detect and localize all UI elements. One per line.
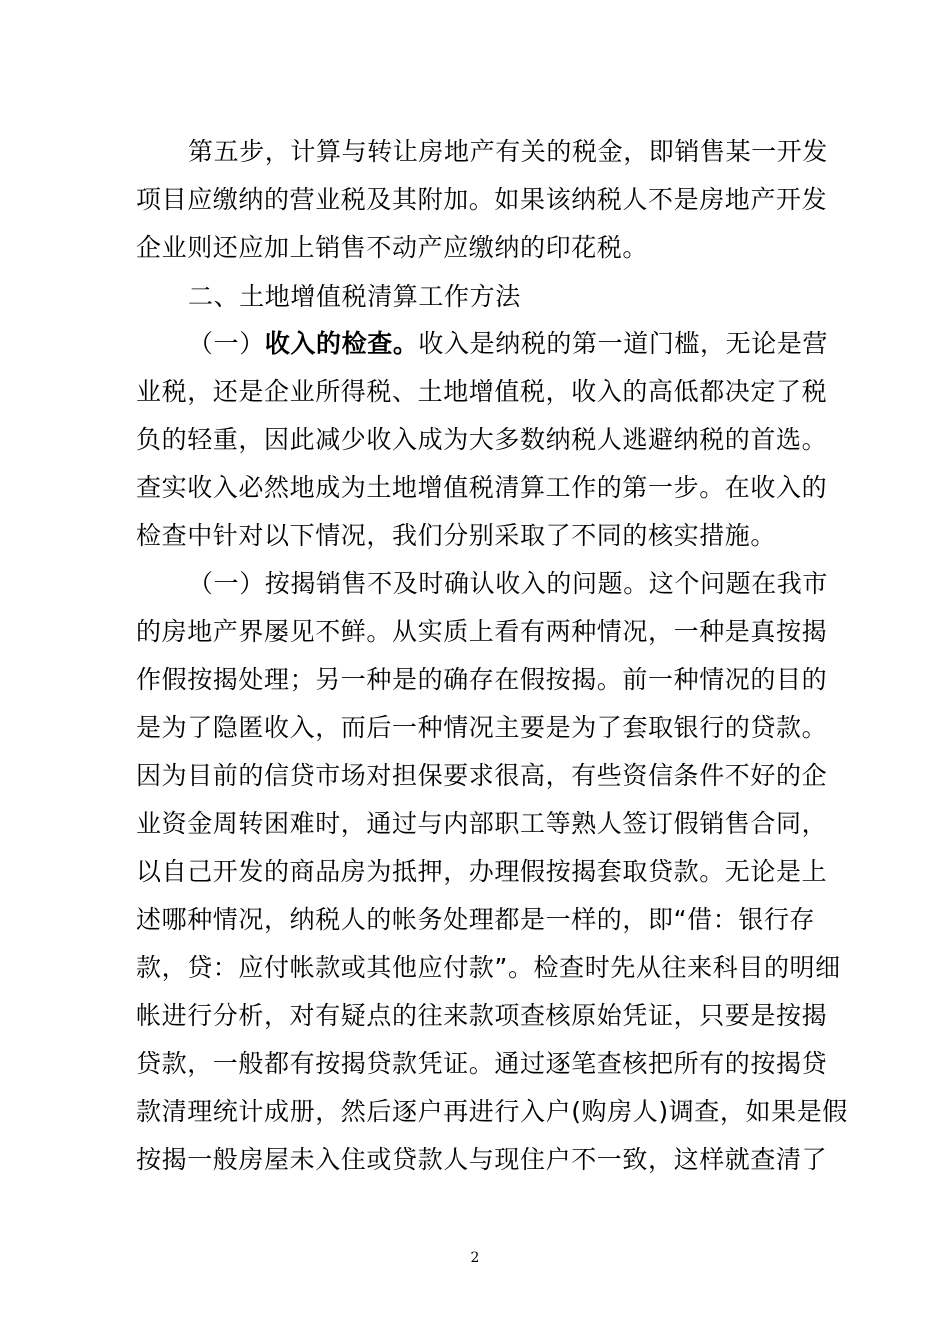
paragraph-line: 检查中针对以下情况，我们分别采取了不同的核实措施。 [136,521,777,550]
paragraph-text: 收入是纳税的第一道门槛，无论是营 [418,329,829,358]
paragraph-line: 帐进行分析，对有疑点的往来款项查核原始凭证，只要是按揭 [136,1001,828,1030]
paragraph-line: 企业则还应加上销售不动产应缴纳的印花税。 [136,233,649,262]
paragraph-line: 项目应缴纳的营业税及其附加。如果该纳税人不是房地产开发 [136,185,828,214]
paragraph-line: 业税，还是企业所得税、土地增值税，收入的高低都决定了税 [136,377,828,406]
paragraph-line: 款清理统计成册，然后逐户再进行入户(购房人)调查，如果是假 [136,1097,848,1126]
paragraph-line: 业资金周转困难时，通过与内部职工等熟人签订假销售合同， [136,809,828,838]
page-number: 2 [470,1250,480,1266]
paragraph-line: 贷款，一般都有按揭贷款凭证。通过逐笔查核把所有的按揭贷 [136,1049,828,1078]
subsection-number: （一） [188,329,265,358]
paragraph-line: 第五步，计算与转让房地产有关的税金，即销售某一开发 [188,137,829,166]
paragraph-line: 的房地产界屡见不鲜。从实质上看有两种情况，一种是真按揭 [136,617,828,646]
paragraph-line [188,329,828,359]
paragraph-line: 查实收入必然地成为土地增值税清算工作的第一步。在收入的 [136,473,828,502]
paragraph-line: 款，贷：应付帐款或其他应付款”。检查时先从往来科目的明细 [136,953,841,982]
paragraph-line: 述哪种情况，纳税人的帐务处理都是一样的，即“借：银行存 [136,905,816,934]
subsection-heading: 收入的检查。 [264,329,419,358]
paragraph-line: 负的轻重，因此减少收入成为大多数纳税人逃避纳税的首选。 [136,425,828,454]
paragraph-line: 是为了隐匿收入，而后一种情况主要是为了套取银行的贷款。 [136,713,828,742]
paragraph-line: 按揭一般房屋未入住或贷款人与现住户不一致，这样就查清了 [136,1145,828,1174]
paragraph-line: 因为目前的信贷市场对担保要求很高，有些资信条件不好的企 [136,761,828,790]
section-heading: 二、土地增值税清算工作方法 [188,282,521,311]
paragraph-line: （一）按揭销售不及时确认收入的问题。这个问题在我市 [188,569,829,598]
paragraph-line: 以自己开发的商品房为抵押，办理假按揭套取贷款。无论是上 [136,857,828,886]
paragraph-line: 作假按揭处理；另一种是的确存在假按揭。前一种情况的目的 [136,665,828,694]
